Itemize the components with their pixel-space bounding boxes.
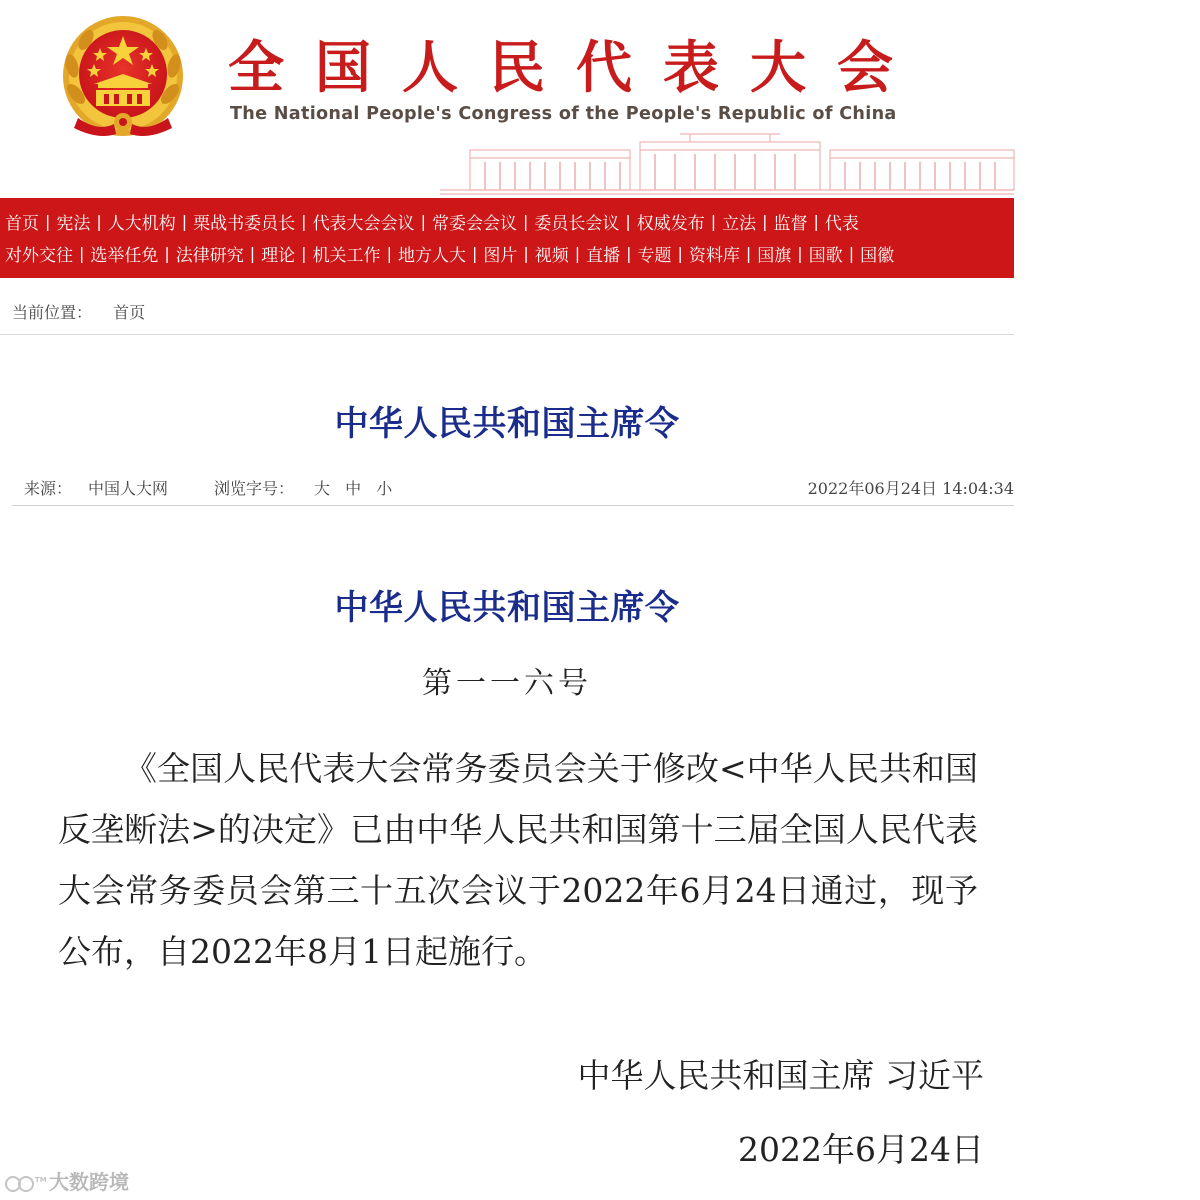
main-nav: [0, 198, 1014, 278]
nav-item-elections[interactable]: 选举任免: [90, 245, 159, 266]
nav-separator: |: [745, 243, 752, 263]
article-meta: [24, 476, 1014, 500]
nav-item-deputies[interactable]: 代表: [824, 213, 859, 234]
nav-item-npc-organs[interactable]: 人大机构: [107, 213, 176, 234]
divider: [12, 505, 1014, 506]
nav-item-theory[interactable]: 理论: [261, 245, 296, 266]
nav-item-topics[interactable]: 专题: [637, 245, 672, 266]
nav-item-national-flag[interactable]: 国旗: [757, 245, 792, 266]
nav-separator: |: [677, 243, 683, 263]
nav-item-home[interactable]: 首页: [5, 213, 39, 234]
font-size-medium-button[interactable]: 中: [345, 479, 362, 498]
svg-text:TM: TM: [35, 1175, 47, 1184]
nav-item-foreign-affairs[interactable]: 对外交往: [5, 245, 73, 266]
nav-item-photos[interactable]: 图片: [483, 245, 518, 266]
nav-item-legislation[interactable]: 立法: [722, 213, 757, 234]
site-title-en: The National People's Congress of the People's Republic of China: [230, 104, 897, 124]
nav-separator: |: [420, 211, 426, 231]
nav-item-national-emblem[interactable]: 国徽: [860, 245, 895, 266]
nav-item-standing-committee-sessions[interactable]: 常委会会议: [431, 213, 517, 234]
nav-separator: |: [386, 243, 392, 263]
nav-separator: |: [813, 211, 819, 231]
watermark-text: 大数跨境: [48, 1170, 129, 1194]
nav-item-local-npc[interactable]: 地方人大: [397, 245, 466, 266]
nav-item-legal-research[interactable]: 法律研究: [175, 245, 244, 266]
nav-item-supervision[interactable]: 监督: [773, 213, 808, 234]
font-size-large-button[interactable]: 大: [314, 479, 331, 498]
breadcrumb-label: 当前位置：: [12, 303, 93, 322]
breadcrumb: [12, 300, 145, 323]
nav-separator: |: [848, 243, 855, 263]
nav-separator: |: [523, 243, 529, 263]
publish-datetime: 2022年06月24日 14:04:34: [807, 479, 1014, 498]
source-name: 中国人大网: [88, 479, 169, 498]
nav-row-1: [0, 205, 1200, 237]
breadcrumb-home-link[interactable]: 首页: [113, 303, 146, 322]
site-title-cn[interactable]: 全国人民代表大会: [228, 36, 924, 101]
nav-separator: |: [574, 243, 581, 263]
great-hall-illustration: [440, 128, 1014, 198]
document-title: 中华人民共和国主席令: [334, 588, 680, 628]
site-header: [0, 0, 1014, 198]
nav-separator: |: [762, 211, 768, 231]
nav-row-2: [0, 237, 1200, 269]
nav-separator: |: [301, 211, 307, 231]
document-body: 《全国人民代表大会常务委员会关于修改<中华人民共和国反垄断法>的决定》已由中华人民共和国第十三届全国人民代表大会常务委员会第三十五次会议于2022年6月24日通过，现予公布，自2022年8月1日起施行。: [58, 749, 978, 971]
nav-separator: |: [45, 211, 51, 231]
nav-separator: |: [249, 243, 256, 263]
nav-separator: |: [79, 243, 85, 263]
watermark-logo-icon: [4, 1173, 47, 1195]
font-size-options: [314, 476, 402, 499]
nav-item-national-anthem[interactable]: 国歌: [808, 245, 843, 266]
nav-item-database[interactable]: 资料库: [688, 245, 740, 266]
nav-item-chairmen-meetings[interactable]: 委员长会议: [534, 213, 620, 234]
nav-separator: |: [625, 211, 631, 231]
nav-item-congress-sessions[interactable]: 代表大会会议: [312, 213, 415, 234]
nav-separator: |: [710, 211, 717, 231]
nav-item-official-releases[interactable]: 权威发布: [636, 213, 705, 234]
nav-item-videos[interactable]: 视频: [534, 245, 569, 266]
nav-item-live[interactable]: 直播: [586, 245, 621, 266]
nav-item-agency-work[interactable]: 机关工作: [312, 245, 381, 266]
document-signature: 中华人民共和国主席 习近平: [577, 1056, 984, 1095]
nav-separator: |: [181, 211, 188, 231]
nav-separator: |: [626, 243, 632, 263]
font-size-label: 浏览字号：: [214, 479, 295, 498]
document-number: 第一一六号: [422, 666, 592, 701]
document-date: 2022年6月24日: [738, 1130, 984, 1169]
nav-separator: |: [164, 243, 170, 263]
nav-separator: |: [96, 211, 102, 231]
article-title: 中华人民共和国主席令: [334, 404, 680, 444]
nav-separator: |: [797, 243, 803, 263]
nav-item-constitution[interactable]: 宪法: [56, 213, 91, 234]
nav-separator: |: [471, 243, 478, 263]
watermark: [4, 1166, 129, 1195]
divider: [0, 334, 1014, 335]
national-emblem-icon[interactable]: [58, 14, 188, 146]
font-size-small-button[interactable]: 小: [376, 479, 393, 498]
nav-separator: |: [522, 211, 529, 231]
source-label: 来源：: [24, 479, 73, 498]
nav-item-chairman[interactable]: 栗战书委员长: [193, 213, 296, 234]
nav-separator: |: [301, 243, 307, 263]
